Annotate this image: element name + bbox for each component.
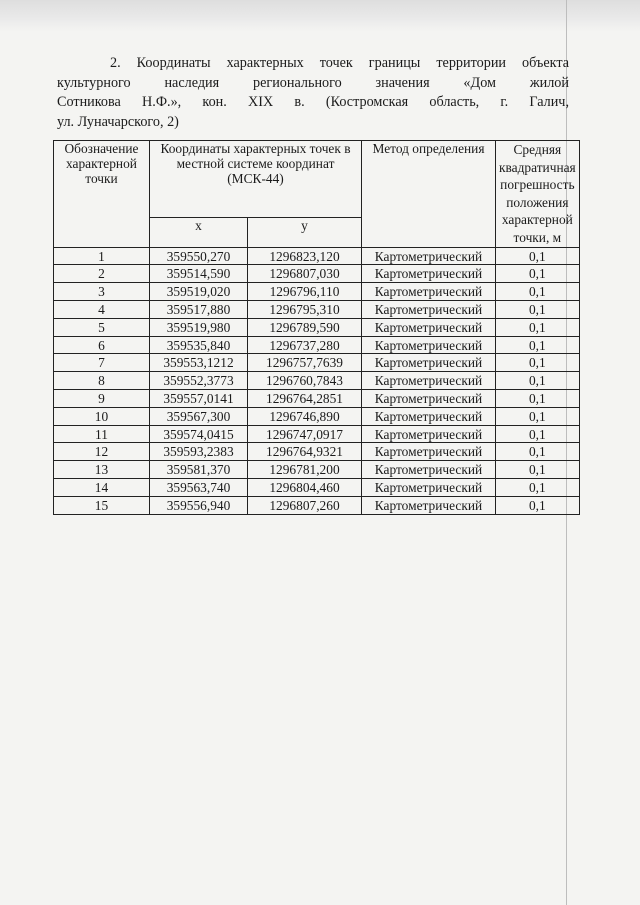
cell-error: 0,1 — [496, 300, 580, 318]
cell-y: 1296746,890 — [248, 407, 362, 425]
cell-point-number: 9 — [54, 389, 150, 407]
cell-error: 0,1 — [496, 265, 580, 283]
cell-y: 1296789,590 — [248, 318, 362, 336]
cell-y: 1296807,260 — [248, 496, 362, 514]
cell-x: 359514,590 — [150, 265, 248, 283]
cell-point-number: 4 — [54, 300, 150, 318]
cell-error: 0,1 — [496, 425, 580, 443]
cell-y: 1296764,9321 — [248, 443, 362, 461]
cell-point-number: 12 — [54, 443, 150, 461]
table-row — [54, 443, 580, 461]
cell-x: 359517,880 — [150, 300, 248, 318]
header-point-label: Обозначение характерной точки — [54, 141, 150, 248]
header-y: у — [248, 217, 362, 247]
cell-method: Картометрический — [362, 443, 496, 461]
coordinates-table — [53, 140, 580, 515]
cell-point-number: 13 — [54, 461, 150, 479]
cell-x: 359574,0415 — [150, 425, 248, 443]
cell-point-number: 14 — [54, 478, 150, 496]
cell-point-number: 8 — [54, 372, 150, 390]
cell-method: Картометрический — [362, 336, 496, 354]
cell-error: 0,1 — [496, 389, 580, 407]
cell-y: 1296764,2851 — [248, 389, 362, 407]
cell-method: Картометрический — [362, 461, 496, 479]
cell-method: Картометрический — [362, 265, 496, 283]
cell-x: 359556,940 — [150, 496, 248, 514]
cell-x: 359552,3773 — [150, 372, 248, 390]
cell-x: 359519,980 — [150, 318, 248, 336]
cell-error: 0,1 — [496, 318, 580, 336]
cell-error: 0,1 — [496, 336, 580, 354]
cell-point-number: 2 — [54, 265, 150, 283]
heading-line: ул. Луначарского, 2) — [57, 113, 179, 130]
cell-x: 359593,2383 — [150, 443, 248, 461]
table-row — [54, 283, 580, 301]
cell-x: 359567,300 — [150, 407, 248, 425]
cell-x: 359535,840 — [150, 336, 248, 354]
cell-error: 0,1 — [496, 478, 580, 496]
heading-line: 2. Координаты характерных точек границы территории объекта — [110, 55, 569, 71]
cell-point-number: 5 — [54, 318, 150, 336]
table-row — [54, 407, 580, 425]
table-row — [54, 478, 580, 496]
table-row — [54, 247, 580, 265]
cell-method: Картометрический — [362, 318, 496, 336]
cell-method: Картометрический — [362, 372, 496, 390]
cell-point-number: 11 — [54, 425, 150, 443]
scan-shadow — [0, 0, 640, 32]
table-row — [54, 496, 580, 514]
cell-y: 1296747,0917 — [248, 425, 362, 443]
table-row — [54, 354, 580, 372]
table-row — [54, 300, 580, 318]
cell-method: Картометрический — [362, 478, 496, 496]
cell-y: 1296823,120 — [248, 247, 362, 265]
heading-line: культурного наследия регионального значения «Дом жилой — [57, 74, 569, 91]
cell-x: 359550,270 — [150, 247, 248, 265]
cell-x: 359563,740 — [150, 478, 248, 496]
cell-error: 0,1 — [496, 496, 580, 514]
cell-method: Картометрический — [362, 354, 496, 372]
heading-line: Сотникова Н.Ф.», кон. XIX в. (Костромская область, г. Галич, — [57, 94, 569, 110]
cell-error: 0,1 — [496, 407, 580, 425]
header-error: Средняя квадратичная погрешность положения характерной точки, м — [496, 141, 580, 248]
cell-x: 359553,1212 — [150, 354, 248, 372]
cell-method: Картометрический — [362, 247, 496, 265]
cell-point-number: 7 — [54, 354, 150, 372]
cell-error: 0,1 — [496, 443, 580, 461]
table-row — [54, 389, 580, 407]
table-row — [54, 425, 580, 443]
section-heading — [57, 54, 569, 132]
cell-y: 1296757,7639 — [248, 354, 362, 372]
cell-error: 0,1 — [496, 283, 580, 301]
cell-method: Картометрический — [362, 300, 496, 318]
cell-point-number: 10 — [54, 407, 150, 425]
cell-error: 0,1 — [496, 372, 580, 390]
cell-error: 0,1 — [496, 354, 580, 372]
cell-y: 1296781,200 — [248, 461, 362, 479]
cell-y: 1296807,030 — [248, 265, 362, 283]
cell-x: 359557,0141 — [150, 389, 248, 407]
cell-point-number: 3 — [54, 283, 150, 301]
table-row — [54, 265, 580, 283]
header-x: х — [150, 217, 248, 247]
cell-y: 1296760,7843 — [248, 372, 362, 390]
table-row — [54, 461, 580, 479]
cell-y: 1296804,460 — [248, 478, 362, 496]
cell-x: 359581,370 — [150, 461, 248, 479]
cell-y: 1296795,310 — [248, 300, 362, 318]
cell-point-number: 15 — [54, 496, 150, 514]
table-row — [54, 336, 580, 354]
cell-method: Картометрический — [362, 407, 496, 425]
cell-method: Картометрический — [362, 425, 496, 443]
cell-y: 1296737,280 — [248, 336, 362, 354]
cell-method: Картометрический — [362, 496, 496, 514]
table-row — [54, 372, 580, 390]
cell-y: 1296796,110 — [248, 283, 362, 301]
header-method: Метод определения — [362, 141, 496, 248]
cell-error: 0,1 — [496, 247, 580, 265]
cell-method: Картометрический — [362, 389, 496, 407]
table-row — [54, 318, 580, 336]
cell-error: 0,1 — [496, 461, 580, 479]
cell-point-number: 6 — [54, 336, 150, 354]
header-coordinates: Координаты характерных точек в местной системе координат (МСК-44) — [150, 141, 362, 218]
cell-x: 359519,020 — [150, 283, 248, 301]
cell-method: Картометрический — [362, 283, 496, 301]
cell-point-number: 1 — [54, 247, 150, 265]
